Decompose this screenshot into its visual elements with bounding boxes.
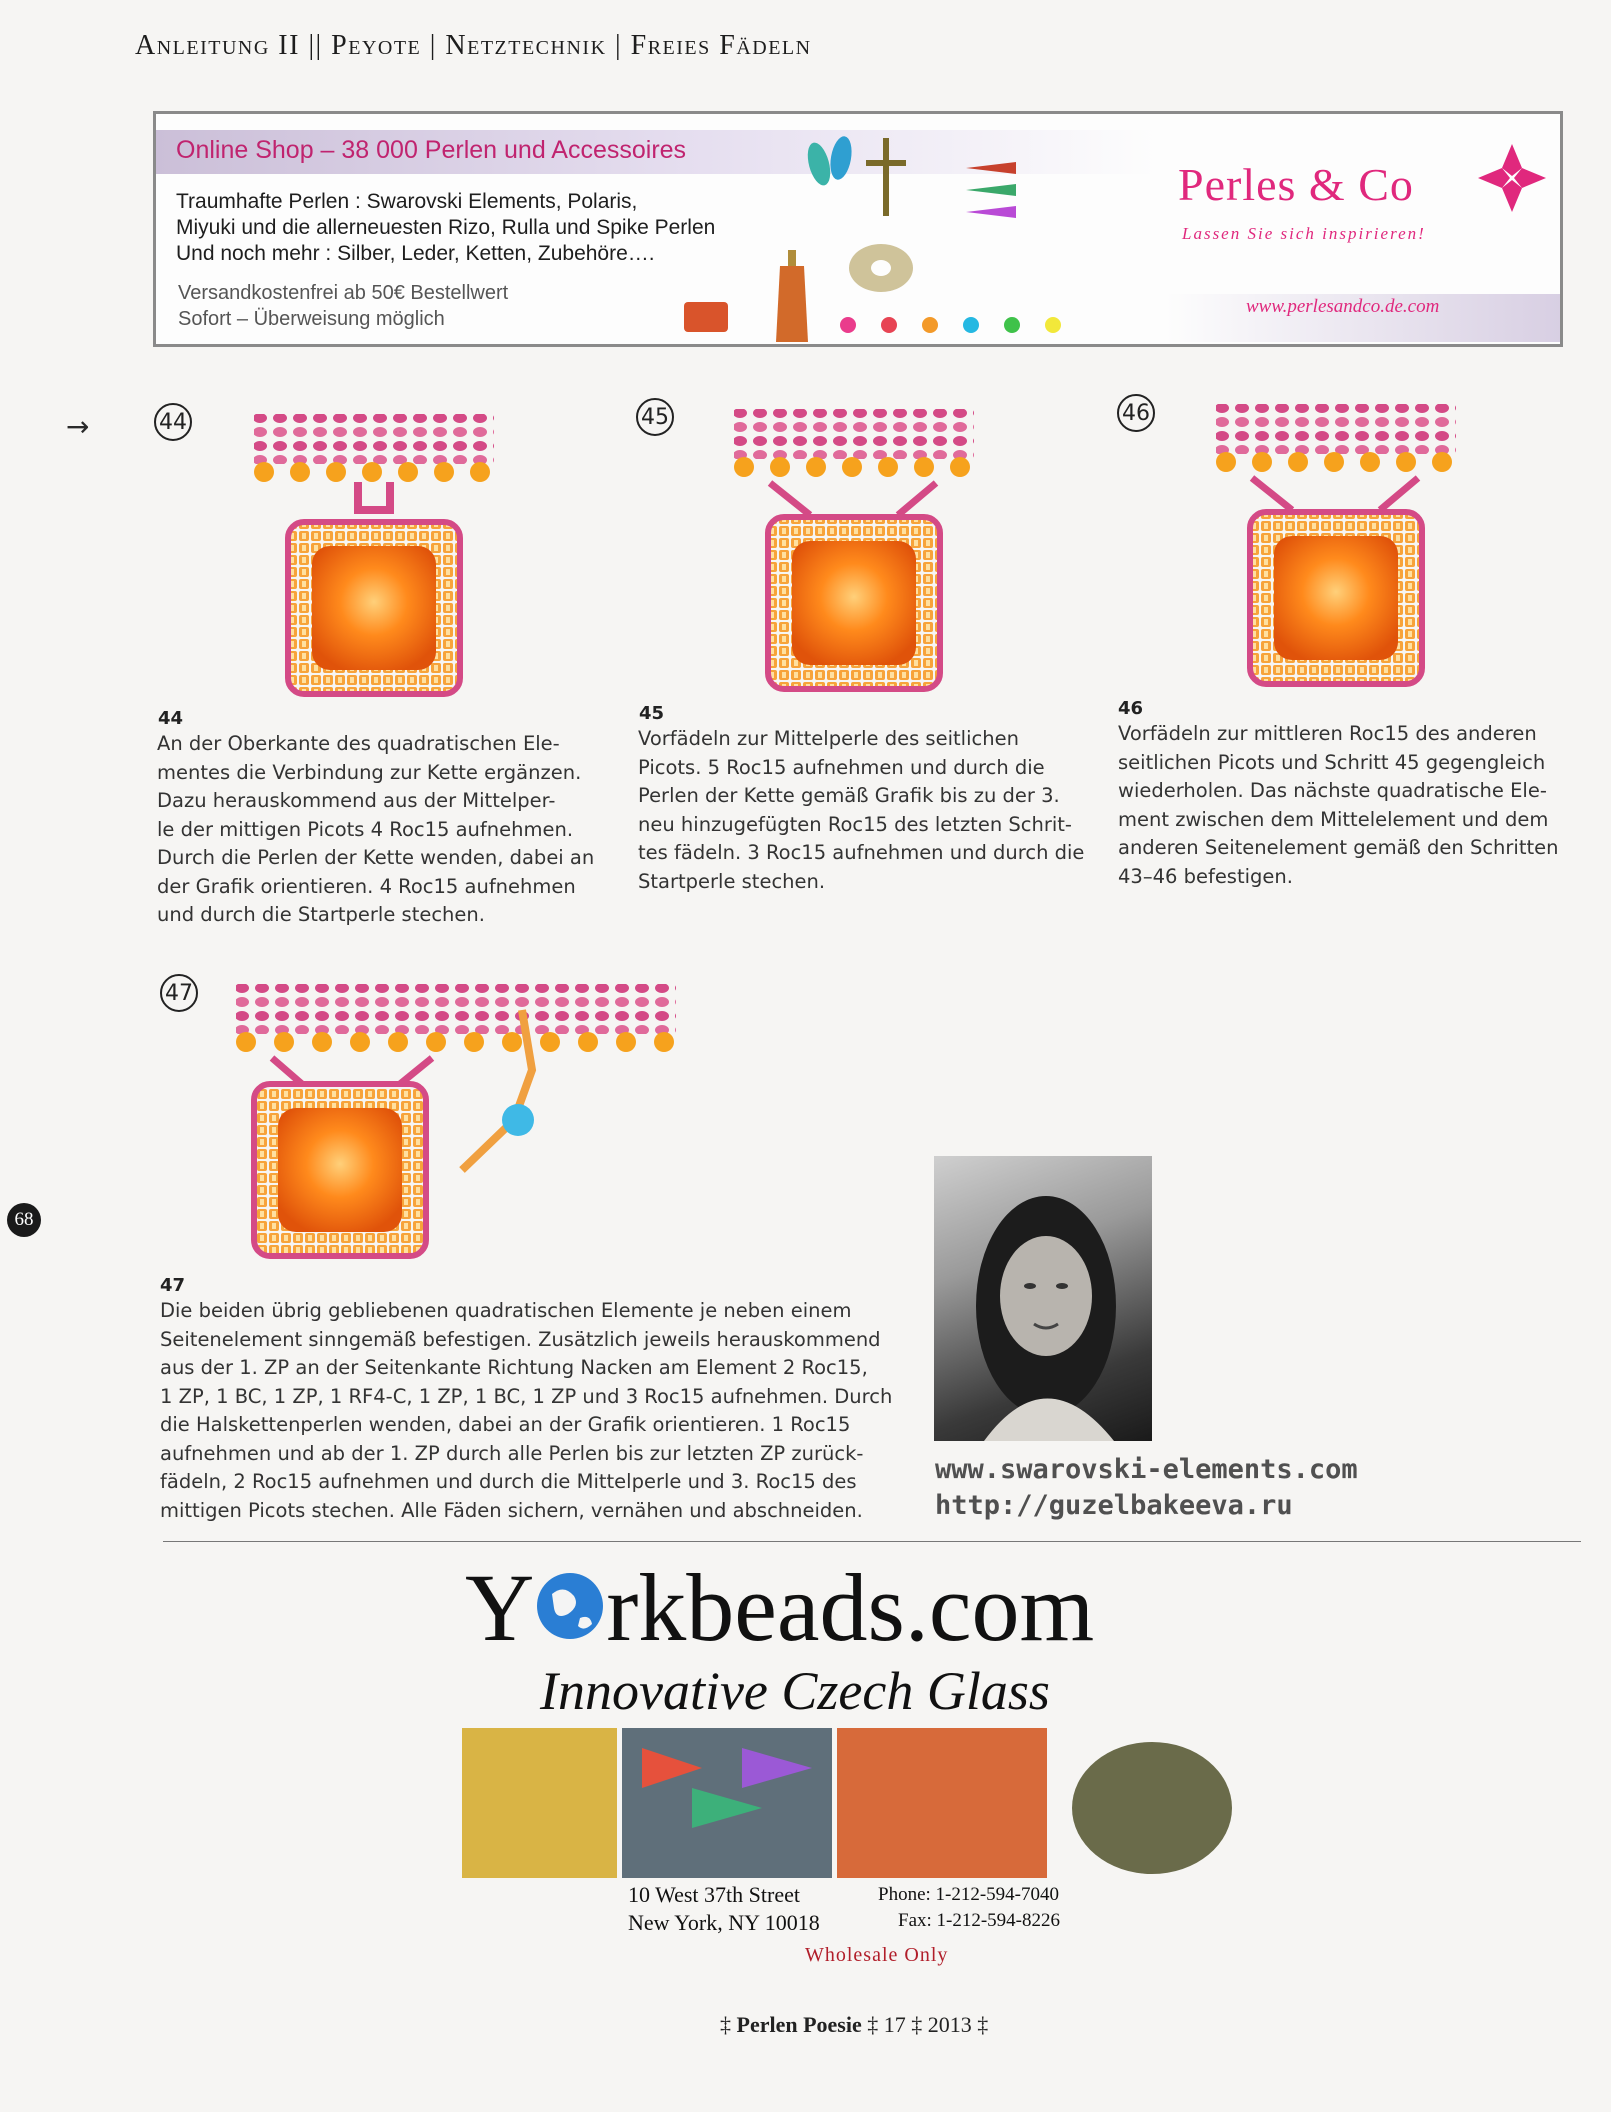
shop-url[interactable]: www.perlesandco.de.com [1246, 296, 1440, 317]
yorkbeads-fax: Fax: 1-212-594-8226 [898, 1910, 1061, 1931]
step-47-number: 47 [160, 1275, 186, 1296]
shop-brand: Perles & Co [1178, 159, 1414, 210]
step-45-diagram [730, 405, 980, 715]
logo-suffix: rkbeads.com [606, 1554, 1095, 1661]
margin-arrow-icon: → [66, 410, 90, 443]
swarovski-link[interactable]: www.swarovski-elements.com [935, 1454, 1358, 1485]
step-45-number: 45 [639, 703, 665, 724]
yorkbeads-logo [465, 1554, 1095, 1661]
portrait-image [934, 1156, 1152, 1441]
footer-ornament: ‡ [867, 2012, 879, 2037]
shop-shipping: Versandkostenfrei ab 50€ Bestellwert [178, 282, 509, 304]
yorkbeads-subtitle: Innovative Czech Glass [540, 1661, 1050, 1721]
shop-heading: Online Shop – 38 000 Perlen und Accessoires [176, 136, 687, 164]
shop-tagline: Lassen Sie sich inspirieren! [1182, 224, 1426, 243]
step-45-badge: 45 [636, 398, 674, 436]
footer-publication: Perlen Poesie [736, 2012, 862, 2037]
step-44-diagram [250, 410, 500, 720]
logo-prefix: Y [465, 1554, 535, 1661]
page-number-badge: 68 [7, 1203, 41, 1237]
footer-ornament: ‡ [977, 2012, 989, 2037]
footer-ornament: ‡ [911, 2012, 923, 2037]
step-44-text: An der Oberkante des quadratischen Ele- mentes die Verbindung zur Kette ergänzen. Dazu herauskommend aus der Mittelper- le der mittigen Picots 4 Roc15 aufnehmen. Durch die Perlen der Kette wenden, dabei an der Grafik orientieren. 4 Roc15 aufnehmen und durch die Startperle stechen. [157, 732, 595, 926]
shop-line: Traumhafte Perlen : Swarovski Elements, Polaris, [176, 190, 638, 213]
shop-product-images [676, 120, 1076, 342]
section-header: Anleitung II || Peyote | Netztechnik | Freies Fädeln [135, 30, 812, 61]
footer-year: 2013 [927, 2012, 972, 2037]
step-47-badge: 47 [160, 974, 198, 1012]
yorkbeads-product-images [462, 1728, 1232, 1878]
designer-link[interactable]: http://guzelbakeeva.ru [935, 1490, 1293, 1521]
step-45-text: Vorfädeln zur Mittelperle des seitlichen Picots. 5 Roc15 aufnehmen und durch die Perlen der Kette gemäß Grafik bis zu der 3. neu hinzugefügten Roc15 des letzten Schrit- tes fädeln. 3 Roc15 aufnehmen und durch die Startperle stechen. [638, 727, 1085, 893]
step-46-diagram [1212, 400, 1462, 710]
footer-ornament: ‡ [720, 2012, 731, 2037]
step-46-text: Vorfädeln zur mittleren Roc15 des anderen seitlichen Picots und Schritt 45 gegengleich wiederholen. Das nächste quadratische Ele- ment zwischen dem Mittelelement und dem anderen Seitenelement gemäß den Schritten 43–46 befestigen. [1118, 722, 1559, 888]
flower-logo-icon [1474, 140, 1550, 216]
yorkbeads-address-line1: 10 West 37th Street [628, 1882, 800, 1907]
shop-advertisement [153, 111, 1563, 347]
step-47-diagram [232, 980, 682, 1280]
designer-photo [934, 1156, 1152, 1441]
section-divider [163, 1541, 1581, 1542]
footer-issue: 17 [883, 2012, 906, 2037]
step-46-number: 46 [1118, 698, 1144, 719]
yorkbeads-phone: Phone: 1-212-594-7040 [878, 1884, 1060, 1905]
yorkbeads-address-line2: New York, NY 10018 [628, 1910, 820, 1935]
yorkbeads-wholesale: Wholesale Only [805, 1944, 949, 1966]
step-47-text: Die beiden übrig gebliebenen quadratischen Elemente je neben einem Seitenelement sinngemäß befestigen. Zusätzlich jeweils herauskommend aus der 1. ZP an der Seitenkante Richtung Nacken am Element 2 Roc15, 1 ZP, 1 BC, 1 ZP, 1 RF4-C, 1 ZP, 1 BC, 1 ZP und 3 Roc15 aufnehmen. Durch die Halskettenperlen wenden, dabei an der Grafik orientieren. 1 Roc15 aufnehmen und ab der 1. ZP durch alle Perlen bis zur letzten ZP zurück- fädeln, 2 Roc15 aufnehmen und durch die Mittelperle und 3. Roc15 des mittigen Picots stechen. Alle Fäden sichern, vernähen und abschneiden. [160, 1299, 893, 1522]
step-44-number: 44 [158, 708, 184, 729]
shop-line: Miyuki und die allerneuesten Rizo, Rulla und Spike Perlen [176, 216, 716, 239]
page-footer [720, 2012, 988, 2038]
globe-icon [534, 1566, 606, 1644]
shop-line: Und noch mehr : Silber, Leder, Ketten, Zubehöre…. [176, 242, 655, 265]
step-44-badge: 44 [154, 403, 192, 441]
step-46-badge: 46 [1117, 394, 1155, 432]
shop-payment: Sofort – Überweisung möglich [178, 308, 445, 330]
